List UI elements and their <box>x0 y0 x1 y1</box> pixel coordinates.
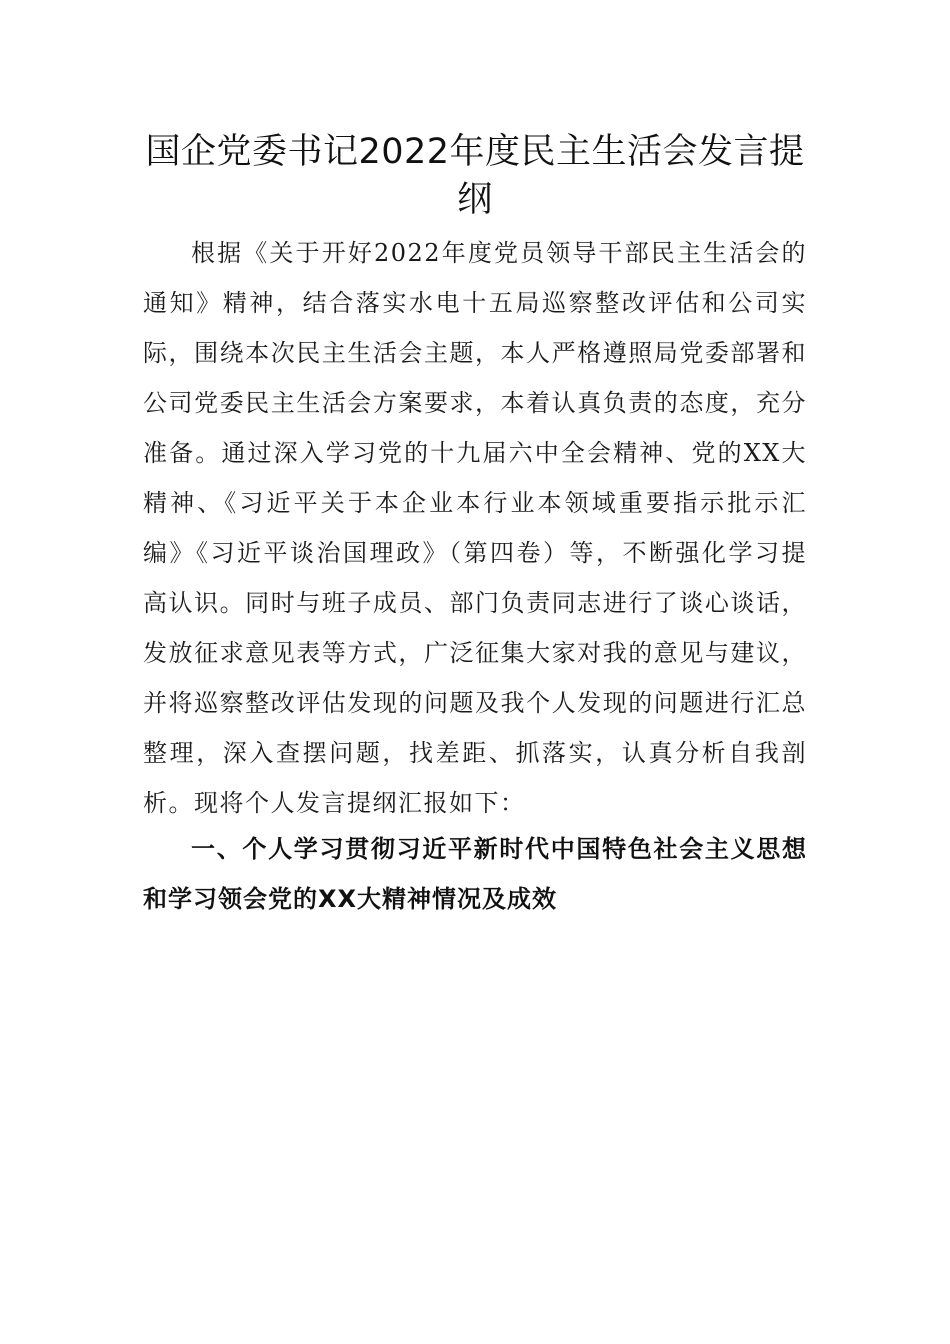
section-heading-1: 一、个人学习贯彻习近平新时代中国特色社会主义思想和学习领会党的XX大精神情况及成效 <box>143 835 807 913</box>
document-title: 国企党委书记2022年度民主生活会发言提纲 <box>145 132 805 220</box>
intro-paragraph: 根据《关于开好2022年度党员领导干部民主生活会的通知》精神，结合落实水电十五局巡察整改评估和公司实际，围绕本次民主生活会主题，本人严格遵照局党委部署和公司党委民主生活会方案要求，本着认真负责的态度，充分准备。通过深入学习党的十九届六中全会精神、党的XX大精神、《习近平关于本企业本行业本领域重要指示批示汇编》《习近平谈治国理政》（第四卷）等，不断强化学习提高认识。同时与班子成员、部门负责同志进行了谈心谈话，发放征求意见表等方式，广泛征集大家对我的意见与建议，并将巡察整改评估发现的问题及我个人发现的问题进行汇总整理，深入查摆问题，找差距、抓落实，认真分析自我剖析。现将个人发言提纲汇报如下： <box>143 239 807 817</box>
